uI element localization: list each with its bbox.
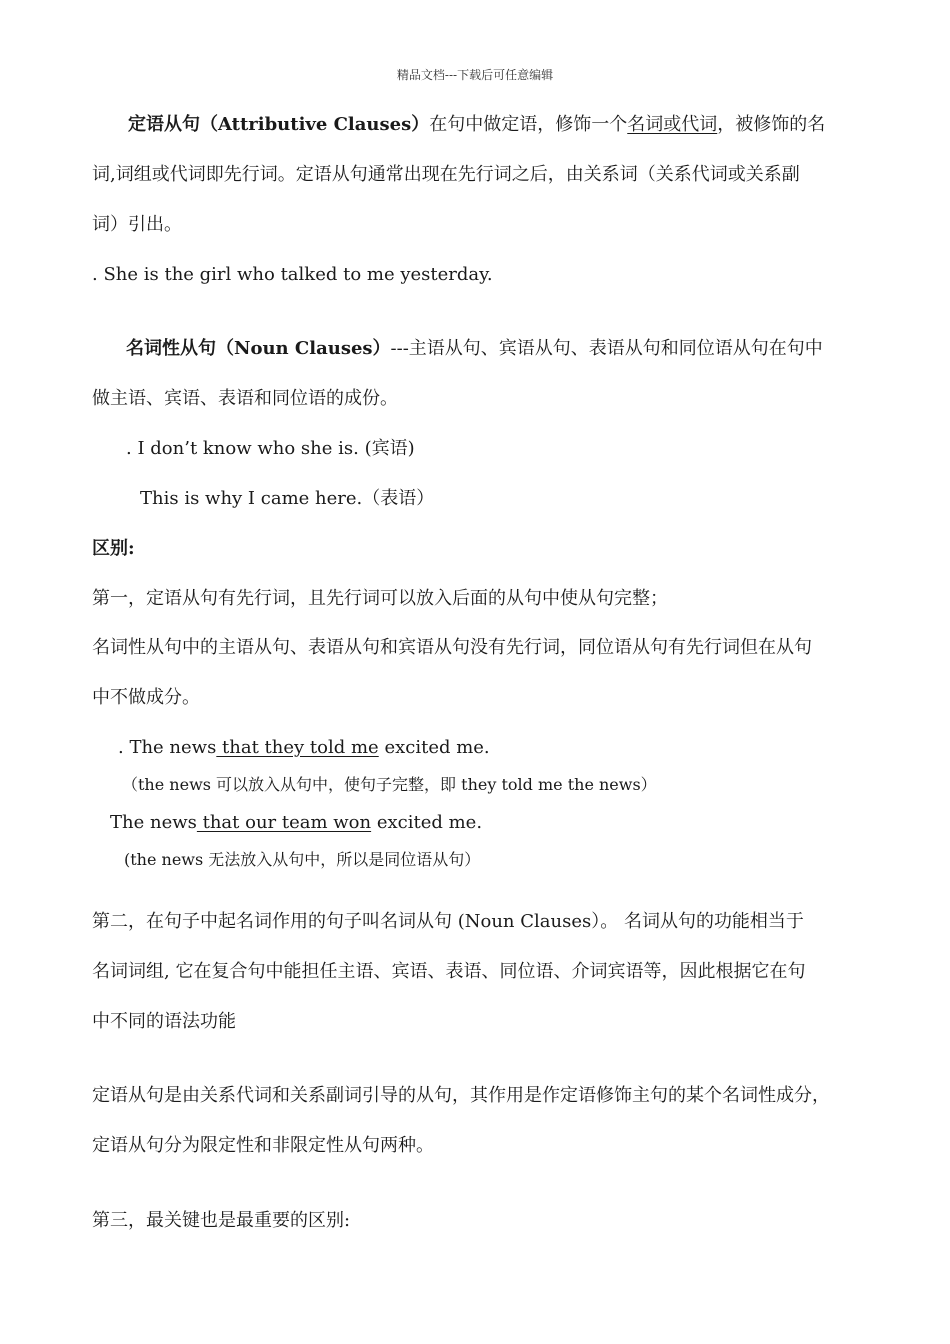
page-header: 精品文档---下载后可任意编辑 bbox=[396, 68, 554, 82]
p1-line1 bbox=[128, 114, 868, 136]
p2-text-a: ---主语从句、宾语从句、表语从句和同位语从句在句中 bbox=[390, 338, 823, 359]
second-difference-line2: 名词词组, 它在复合句中能担任主语、宾语、表语、同位语、介词宾语等，因此根据它在句 bbox=[92, 961, 806, 982]
note-news-told: （the news 可以放入从句中，使句子完整，即 they told me the news） bbox=[122, 775, 657, 794]
note-news-won: (the news 无法放入从句中，所以是同位语从句） bbox=[124, 850, 481, 869]
p1-underline: 名词或代词 bbox=[627, 114, 718, 135]
p2-term: 名词性从句（Noun Clauses） bbox=[126, 338, 391, 359]
example-predicative-clause: This is why I came here.（表语） bbox=[140, 488, 435, 509]
p1-term: 定语从句（Attributive Clauses） bbox=[128, 114, 430, 135]
noun-clause-line1: 名词性从句中的主语从句、表语从句和宾语从句没有先行词，同位语从句有先行词但在从句 bbox=[92, 637, 812, 658]
example-attributive: . She is the girl who talked to me yesterday. bbox=[92, 264, 493, 285]
p1-line3: 词）引出。 bbox=[92, 214, 182, 235]
third-difference: 第三，最关键也是最重要的区别: bbox=[92, 1210, 351, 1231]
ex5-pre: The news bbox=[110, 812, 197, 833]
noun-clause-line2: 中不做成分。 bbox=[92, 687, 200, 708]
p2-line1 bbox=[126, 338, 866, 360]
ex5-underline: that our team won bbox=[196, 812, 372, 833]
first-difference: 第一，定语从句有先行词，且先行词可以放入后面的从句中使从句完整； bbox=[92, 588, 668, 609]
example-news-won bbox=[110, 812, 890, 834]
p1-line2: 词,词组或代词即先行词。定语从句通常出现在先行词之后，由关系词（关系代词或关系副 bbox=[92, 164, 800, 185]
p1-text-a: 在句中做定语，修饰一个 bbox=[429, 114, 628, 135]
difference-title: 区别: bbox=[92, 538, 135, 559]
attributive-line2: 定语从句分为限定性和非限定性从句两种。 bbox=[92, 1135, 434, 1156]
example-news-told bbox=[118, 737, 898, 759]
ex5-post: excited me. bbox=[371, 812, 483, 833]
ex4-pre: . The news bbox=[118, 737, 217, 758]
ex4-post: excited me. bbox=[378, 737, 490, 758]
p2-line2: 做主语、宾语、表语和同位语的成份。 bbox=[92, 388, 398, 409]
second-difference-line1: 第二，在句子中起名词作用的句子叫名词从句 (Noun Clauses）。 名词从句的功能相当于 bbox=[92, 911, 804, 932]
attributive-line1: 定语从句是由关系代词和关系副词引导的从句，其作用是作定语修饰主句的某个名词性成分， bbox=[92, 1085, 830, 1106]
ex4-underline: that they told me bbox=[216, 737, 379, 758]
example-object-clause: . I don’t know who she is. (宾语) bbox=[126, 438, 415, 459]
p1-text-b: ，被修饰的名 bbox=[717, 114, 826, 135]
second-difference-line3: 中不同的语法功能 bbox=[92, 1011, 236, 1032]
